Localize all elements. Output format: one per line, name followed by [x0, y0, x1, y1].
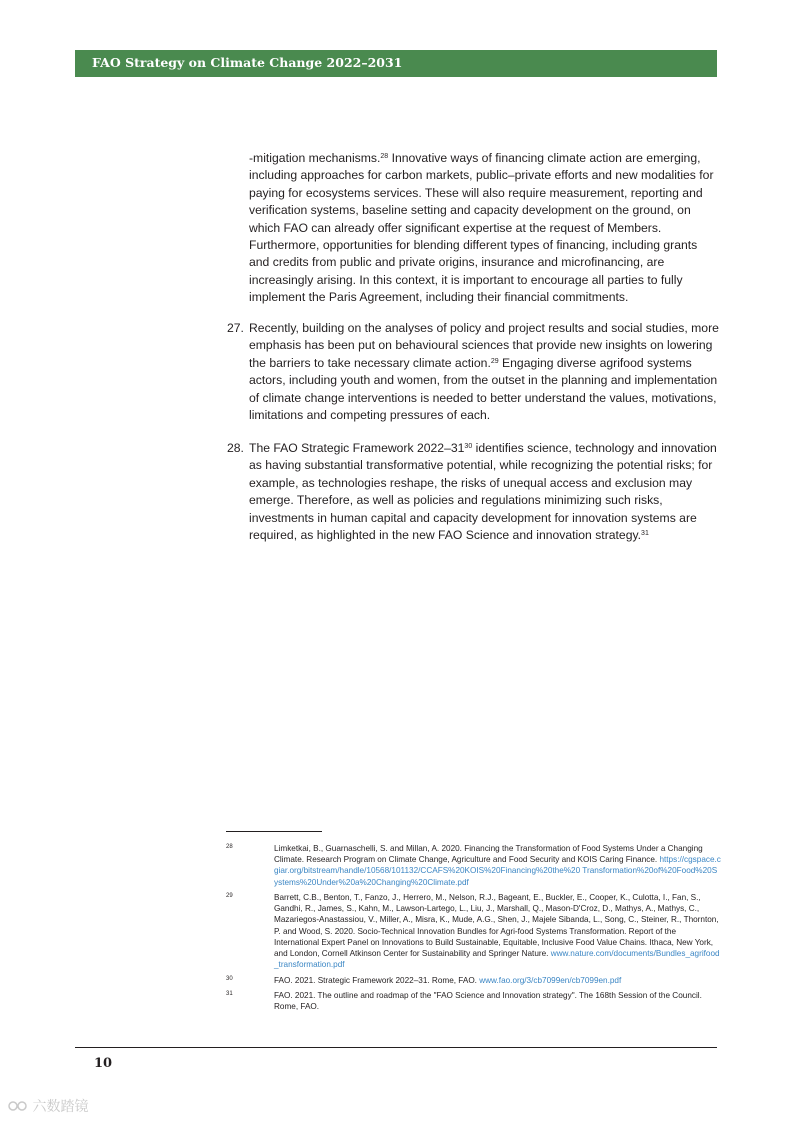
footnote-text: FAO. 2021. The outline and roadmap of the "FAO Science and Innovation strategy". The 168th Session of the Council. Rome, FAO.	[274, 991, 702, 1012]
paragraph-28	[227, 440, 719, 544]
paragraph-number: 27.	[227, 321, 244, 335]
paragraph-text: Recently, building on the analyses of policy and project results and social studies, more emphasis has been put on behavioural sciences that provide new insights on lowering the barriers to take necessary climate action.	[249, 321, 719, 370]
footnote-31	[226, 990, 721, 1012]
footnote-ref[interactable]: 30	[464, 443, 473, 450]
footnote-text: Barrett, C.B., Benton, T., Fanzo, J., Herrero, M., Nelson, R.J., Bageant, E., Buckler, E., Cooper, K., Culotta, I., Fan, S., Gandhi, R., James, S., Kahn, M., Lawson-Lartego, L., Liu, J., Marshall, Q., Mason-D'Croz, D., Mathys, A., Mathys, C., Mazariegos-Anastassiou, V., Miller, A., Misra, K., Mude, A.G., Shen, J., Majele Sibanda, L., Song, C., Steiner, R., Thornton, P. and Wood, S. 2020. Socio-Technical Innovation Bundles for Agri-food Systems Transformation. Report of the International Expert Panel on Innovations to Build Sustainable, Equitable, Inclusive Food Value Chains. Ithaca, New York, and London, Cornell Atkinson Center for Sustainability and Springer Nature.	[274, 893, 719, 959]
footnote-link[interactable]: https://cgspace.cgiar.org/bitstream/handle/10568/101132/CCAFS%20KOIS%20Financing%20the%20 Transformation%20of%20Food%20Systems%20Under%20a%20Changing%20Climate.pdf	[274, 855, 721, 887]
paragraph-27	[227, 320, 719, 424]
footnote-divider	[226, 831, 322, 832]
paragraph-text: identifies science, technology and innovation as having substantial transformative potential, while recognizing the potential risks; for example, as technologies reshape, the risks of unequal access and exclusion may emerge. Therefore, as well as policies and regulations minimizing such risks, investments in human capital and capacity development for innovation systems are required, as highlighted in the new FAO Science and innovation strategy.	[249, 441, 717, 543]
footnote-number: 31	[226, 991, 233, 997]
footnote-ref[interactable]: 28	[380, 153, 389, 160]
footnote-28	[226, 843, 721, 888]
footnote-text: Limketkai, B., Guarnaschelli, S. and Millan, A. 2020. Financing the Transformation of Food Systems Under a Changing Climate. Research Program on Climate Change, Agriculture and Food Security and KOIS Caring Finance.	[274, 844, 703, 865]
paragraph-text: Innovative ways of financing climate action are emerging, including approaches for carbon markets, public–private efforts and new modalities for paying for ecosystems services. These will also require measurement, reporting and verification systems, baseline setting and capacity development on the ground, on which FAO can already offer significant expertise at the request of Members. Furthermore, opportunities for blending different types of financing, including grants and credits from public and private origins, insurance and microfinancing, are increasingly arising. In this context, it is important to encourage all parties to fully implement the Paris Agreement, including their financial commitments.	[249, 151, 714, 305]
footnote-number: 29	[226, 893, 233, 899]
watermark	[8, 1096, 88, 1116]
paragraph-text: The FAO Strategic Framework 2022–31	[249, 441, 465, 455]
watermark-logo-icon	[8, 1099, 28, 1113]
paragraph-continued	[249, 150, 719, 307]
page-number: 10	[94, 1056, 113, 1071]
paragraph-text: Engaging diverse agrifood systems actors, including youth and women, from the outset in the planning and implementation of climate change interventions is needed to better understand the values, motivations, limitations and competing pressures of each.	[249, 355, 718, 423]
watermark-text: 六数踏镜	[32, 1099, 89, 1115]
paragraph-text: -mitigation mechanisms.	[249, 151, 381, 165]
footnote-ref[interactable]: 31	[641, 530, 649, 538]
paragraph-number: 28.	[227, 441, 244, 455]
footnote-number: 28	[226, 844, 233, 850]
document-title: FAO Strategy on Climate Change 2022–2031	[92, 55, 403, 70]
footnote-number: 30	[226, 976, 233, 982]
footnote-link[interactable]: www.fao.org/3/cb7099en/cb7099en.pdf	[479, 976, 622, 985]
footnote-link[interactable]: www.nature.com/documents/Bundles_agrifood_transformation.pdf	[274, 949, 720, 970]
footnote-29	[226, 892, 721, 970]
header-bar	[75, 50, 717, 77]
footnote-text: FAO. 2021. Strategic Framework 2022–31. Rome, FAO.	[274, 976, 480, 985]
footer-divider	[75, 1047, 717, 1048]
footnote-30	[226, 975, 721, 986]
footnote-ref[interactable]: 29	[490, 357, 499, 365]
